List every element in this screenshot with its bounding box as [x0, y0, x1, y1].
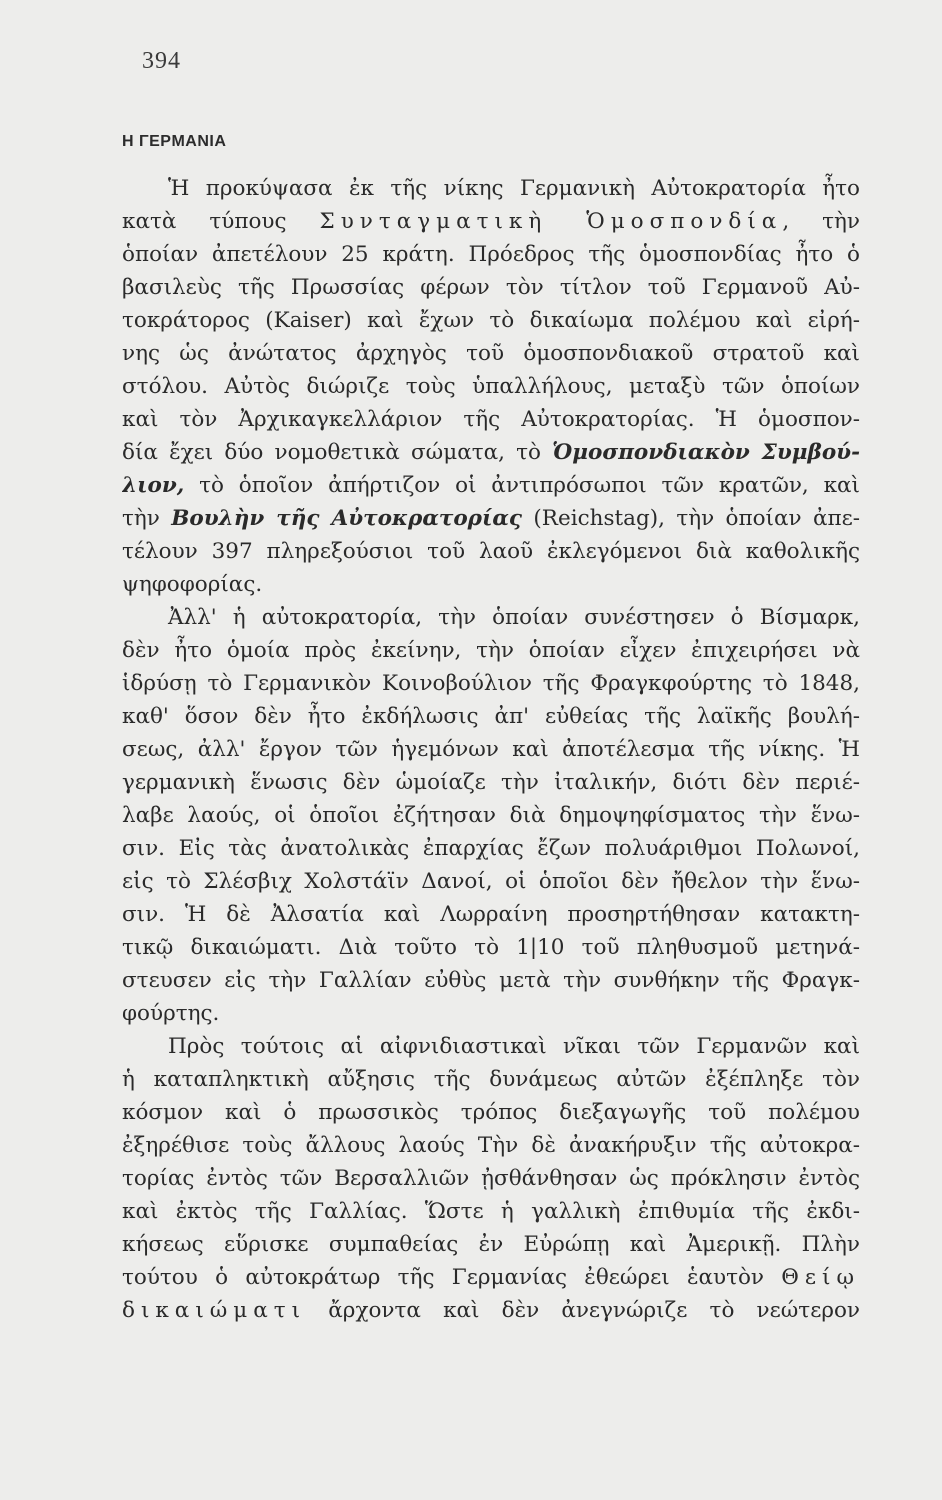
- text-line: [122, 1162, 860, 1195]
- spaced-term: Συνταγματικὴ Ὁμοσπονδία: [319, 209, 783, 234]
- text-segment: καθ' ὅσον δὲν ἦτο ἐκδήλωσις ἀπ' εὐθείας τῆς λαϊκῆς βουλή-: [122, 704, 860, 729]
- text-line: [122, 1195, 860, 1228]
- text-line: [122, 799, 860, 832]
- text-segment: ἄρχοντα καὶ δὲν ἀνεγνώριζε τὸ νεώτερον: [306, 1298, 860, 1323]
- text-line: [122, 568, 860, 601]
- text-line: [122, 502, 860, 535]
- emphasized-term: Ὁμοσπονδιακὸν Συμβού-: [552, 440, 860, 465]
- text-line: [122, 733, 860, 766]
- text-segment: δία ἔχει δύο νομοθετικὰ σώματα, τὸ: [122, 440, 553, 465]
- text-line: [122, 337, 860, 370]
- text-line: [122, 370, 860, 403]
- text-segment: βασιλεὺς τῆς Πρωσσίας φέρων τὸν τίτλον τοῦ Γερμανοῦ Αὐ-: [122, 275, 860, 300]
- text-segment: τορίας ἐντὸς τῶν Βερσαλλιῶν ᾐσθάνθησαν ὡς πρόκλησιν ἐντὸς: [122, 1166, 860, 1191]
- text-segment: ὁποίαν ἀπετέλουν 25 κράτη. Πρόεδρος τῆς ὁμοσπονδίας ἦτο ὁ: [122, 242, 860, 267]
- text-line: [122, 601, 860, 634]
- text-segment: ἱδρύσῃ τὸ Γερμανικὸν Κοινοβούλιον τῆς Φραγκφούρτης τὸ 1848,: [122, 671, 860, 696]
- text-line: [122, 172, 860, 205]
- text-segment: καὶ ἐκτὸς τῆς Γαλλίας. Ὥστε ἡ γαλλικὴ ἐπιθυμία τῆς ἐκδι-: [122, 1199, 860, 1224]
- text-line: [122, 403, 860, 436]
- text-segment: στευσεν εἰς τὴν Γαλλίαν εὐθὺς μετὰ τὴν συνθήκην τῆς Φραγκ-: [122, 968, 860, 993]
- text-line: [122, 766, 860, 799]
- text-segment: ἐξηρέθισε τοὺς ἄλλους λαούς Τὴν δὲ ἀνακήρυξιν τῆς αὐτοκρα-: [122, 1133, 860, 1158]
- text-segment: ἡ καταπληκτικὴ αὔξησις τῆς δυνάμεως αὐτῶν ἐξέπληξε τὸν: [122, 1067, 860, 1092]
- text-line: [122, 304, 860, 337]
- text-segment: λαβε λαούς, οἱ ὁποῖοι ἐζήτησαν διὰ δημοψηφίσματος τὴν ἕνω-: [122, 803, 860, 828]
- text-segment: κήσεως εὕρισκε συμπαθείας ἐν Εὐρώπῃ καὶ Ἀμερικῇ. Πλὴν: [122, 1232, 860, 1257]
- text-segment: τὸ ὁποῖον ἀπήρτιζον οἱ ἀντιπρόσωποι τῶν κρατῶν, καὶ: [184, 473, 860, 498]
- text-line: [122, 634, 860, 667]
- text-segment: γερμανικὴ ἕνωσις δὲν ὡμοίαζε τὴν ἰταλικήν, διότι δὲν περιέ-: [122, 770, 860, 795]
- text-line: [122, 1096, 860, 1129]
- emphasized-term: λιον,: [122, 473, 185, 498]
- text-line: [122, 1228, 860, 1261]
- text-line: [122, 271, 860, 304]
- text-segment: τούτου ὁ αὐτοκράτωρ τῆς Γερμανίας ἐθεώρει ἑαυτὸν: [122, 1265, 782, 1290]
- spaced-term: Θείῳ: [781, 1265, 860, 1290]
- text-segment: σιν. Ἡ δὲ Ἀλσατία καὶ Λωρραίνη προσηρτήθησαν κατακτη-: [122, 902, 860, 927]
- text-line: [122, 238, 860, 271]
- text-line: [122, 436, 860, 469]
- text-segment: εἰς τὸ Σλέσβιχ Χολστάϊν Δανοί, οἱ ὁποῖοι δὲν ἤθελον τὴν ἕνω-: [122, 869, 860, 894]
- text-line: [122, 1261, 860, 1294]
- text-line: [122, 1030, 860, 1063]
- text-line: [122, 469, 860, 502]
- text-segment: δὲν ἦτο ὁμοία πρὸς ἐκείνην, τὴν ὁποίαν εἶχεν ἐπιχειρήσει νὰ: [122, 638, 860, 663]
- text-line: [122, 1294, 860, 1327]
- text-segment: ψηφοφορίας.: [122, 572, 263, 597]
- text-line: [122, 964, 860, 997]
- text-segment: στόλου. Αὐτὸς διώριζε τοὺς ὑπαλλήλους, μεταξὺ τῶν ὁποίων: [122, 374, 860, 399]
- text-line: [122, 1129, 860, 1162]
- text-segment: τέλουν 397 πληρεξούσιοι τοῦ λαοῦ ἐκλεγόμενοι διὰ καθολικῆς: [122, 539, 860, 564]
- text-segment: καὶ τὸν Ἀρχικαγκελλάριον τῆς Αὐτοκρατορίας. Ἡ ὁμοσπον-: [122, 407, 860, 432]
- text-segment: κατὰ τύπους: [122, 209, 320, 234]
- text-line: [122, 865, 860, 898]
- spaced-term: δικαιώματι: [122, 1298, 307, 1323]
- running-head: Η ΓΕΡΜΑΝΙΑ: [122, 133, 227, 150]
- text-segment: , τὴν: [782, 209, 860, 234]
- text-segment: τικῷ δικαιώματι. Διὰ τοῦτο τὸ 1|10 τοῦ πληθυσμοῦ μετηνά-: [122, 935, 860, 960]
- emphasized-term: Βουλὴν τῆς Αὐτοκρατορίας: [171, 506, 523, 531]
- text-line: [122, 700, 860, 733]
- text-line: [122, 205, 860, 238]
- text-segment: σεως, ἀλλ' ἔργον τῶν ἡγεμόνων καὶ ἀποτέλεσμα τῆς νίκης. Ἡ: [122, 737, 860, 762]
- text-segment: φούρτης.: [122, 1001, 220, 1026]
- text-segment: Ἡ προκύψασα ἐκ τῆς νίκης Γερμανικὴ Αὐτοκρατορία ἦτο: [168, 176, 860, 201]
- text-line: [122, 1063, 860, 1096]
- text-segment: (Reichstag), τὴν ὁποίαν ἀπε-: [522, 506, 860, 531]
- text-line: [122, 535, 860, 568]
- text-line: [122, 667, 860, 700]
- text-segment: τὴν: [122, 506, 172, 531]
- text-segment: Ἀλλ' ἡ αὐτοκρατορία, τὴν ὁποίαν συνέστησεν ὁ Βίσμαρκ,: [168, 605, 860, 630]
- text-line: [122, 898, 860, 931]
- body-text: [122, 172, 860, 1327]
- text-segment: κόσμον καὶ ὁ πρωσσικὸς τρόπος διεξαγωγῆς τοῦ πολέμου: [122, 1100, 860, 1125]
- text-line: [122, 931, 860, 964]
- text-line: [122, 997, 860, 1030]
- text-segment: τοκράτορος (Kaiser) καὶ ἔχων τὸ δικαίωμα πολέμου καὶ εἰρή-: [122, 308, 860, 333]
- text-segment: νης ὡς ἀνώτατος ἀρχηγὸς τοῦ ὁμοσπονδιακοῦ στρατοῦ καὶ: [122, 341, 860, 366]
- text-segment: Πρὸς τούτοις αἱ αἰφνιδιαστικαὶ νῖκαι τῶν Γερμανῶν καὶ: [168, 1034, 860, 1059]
- page-number: 394: [142, 48, 181, 74]
- text-segment: σιν. Εἰς τὰς ἀνατολικὰς ἐπαρχίας ἔζων πολυάριθμοι Πολωνοί,: [122, 836, 860, 861]
- text-line: [122, 832, 860, 865]
